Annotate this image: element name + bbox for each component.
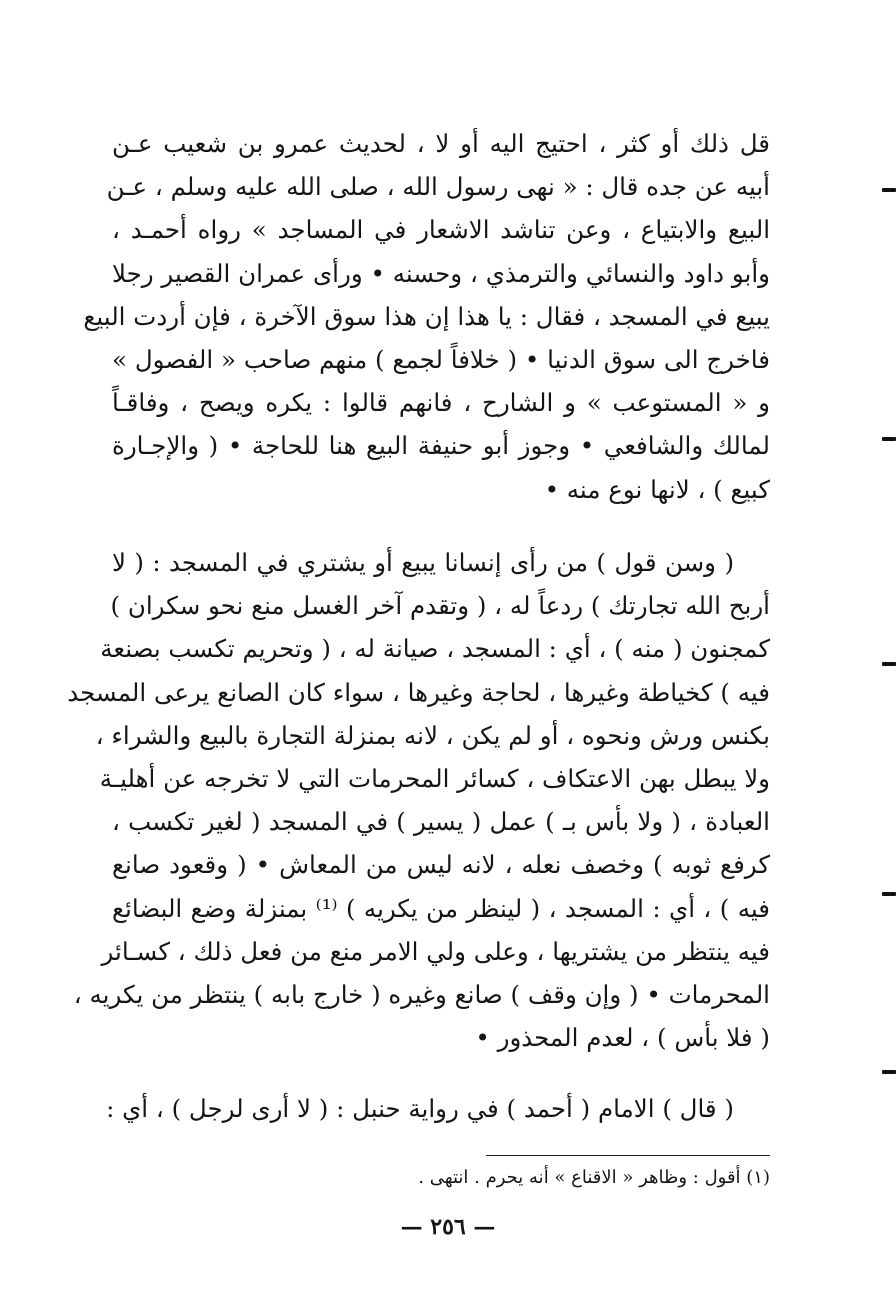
text-line: قل ذلك أو كثر ، احتيج اليه أو لا ، لحديث عمرو بن شعيب عـن — [112, 129, 770, 158]
text-line: بكنس ورش ونحوه ، أو لم يكن ، لانه بمنزلة التجارة بالبيع والشراء ، — [95, 720, 770, 750]
text-line: فاخرج الى سوق الدنيا • ( خلافاً لجمع ) منهم صاحب « الفصول » — [112, 344, 770, 374]
paragraph-1 — [83, 122, 770, 511]
paragraph-3 — [106, 1087, 770, 1130]
text-line: وأبو داود والنسائي والترمذي ، وحسنه • ورأى عمران القصير رجلا — [112, 258, 770, 288]
text-line: كرفع ثوبه ) وخصف نعله ، لانه ليس من المعاش • ( وقعود صانع — [112, 850, 770, 880]
text-line: يبيع في المسجد ، فقال : يا هذا إن هذا سوق الآخرة ، فإن أردت البيع — [83, 301, 770, 331]
text-line: العبادة ، ( ولا بأس بـ ) عمل ( يسير ) في المسجد ( لغير تكسب ، — [112, 807, 770, 837]
scan-edge-mark — [882, 437, 896, 441]
text-line: المحرمات • ( وإن وقف ) صانع وغيره ( خارج بابه ) ينتظر من يكريه ، — [73, 979, 770, 1009]
text-line: ولا يبطل بهن الاعتكاف ، كسائر المحرمات التي لا تخرجه عن أهليـة — [99, 763, 770, 793]
text-line: أربح الله تجارتك ) ردعاً له ، ( وتقدم آخر الغسل منع نحو سكران ) — [110, 591, 770, 621]
text-line: فيه ) كخياطة وغيرها ، لحاجة وغيرها ، سواء كان الصانع يرعى المسجد — [67, 677, 770, 707]
paragraph-2 — [67, 541, 770, 1059]
scan-edge-mark — [882, 188, 896, 192]
scan-edge-mark — [882, 662, 896, 666]
text-line: و « المستوعب » و الشارح ، فانهم قالوا : يكره ويصح ، وفاقـاً — [112, 388, 770, 418]
scan-edge-mark — [882, 1070, 896, 1074]
footnote: (١) أقول : وظاهر « الاقناع » أنه يحرم . انتهى . — [418, 1167, 770, 1188]
text-line: ( وسن قول ) من رأى إنسانا يبيع أو يشتري في المسجد : ( لا — [112, 548, 734, 577]
text-line: البيع والابتياع ، وعن تناشد الاشعار في المساجد » رواه أحمـد ، — [112, 215, 770, 245]
text-line: أبيه عن جده قال : « نهى رسول الله ، صلى الله عليه وسلم ، عـن — [106, 172, 770, 202]
page-number: — ٢٥٦ — — [400, 1214, 496, 1240]
text-line: ( قال ) الامام ( أحمد ) في رواية حنبل : ( لا أرى لرجل ) ، أي : — [106, 1094, 734, 1123]
text-line: كمجنون ( منه ) ، أي : المسجد ، صيانة له ، ( وتحريم تكسب بصنعة — [100, 634, 770, 664]
text-line: فيه ) ، أي : المسجد ، ( لينظر من يكريه ) ⁽¹⁾ بمنزلة وضع البضائع — [112, 893, 770, 923]
text-line: كبيع ) ، لانها نوع منه • — [544, 474, 770, 504]
footnote-separator — [486, 1155, 770, 1156]
text-line: ( فلا بأس ) ، لعدم المحذور • — [475, 1023, 770, 1053]
scan-edge-mark — [882, 892, 896, 896]
text-line: لمالك والشافعي • وجوز أبو حنيفة البيع هنا للحاجة • ( والإجـارة — [112, 431, 770, 461]
text-line: فيه ينتظر من يشتريها ، وعلى ولي الامر منع من فعل ذلك ، كسـائر — [101, 936, 770, 966]
